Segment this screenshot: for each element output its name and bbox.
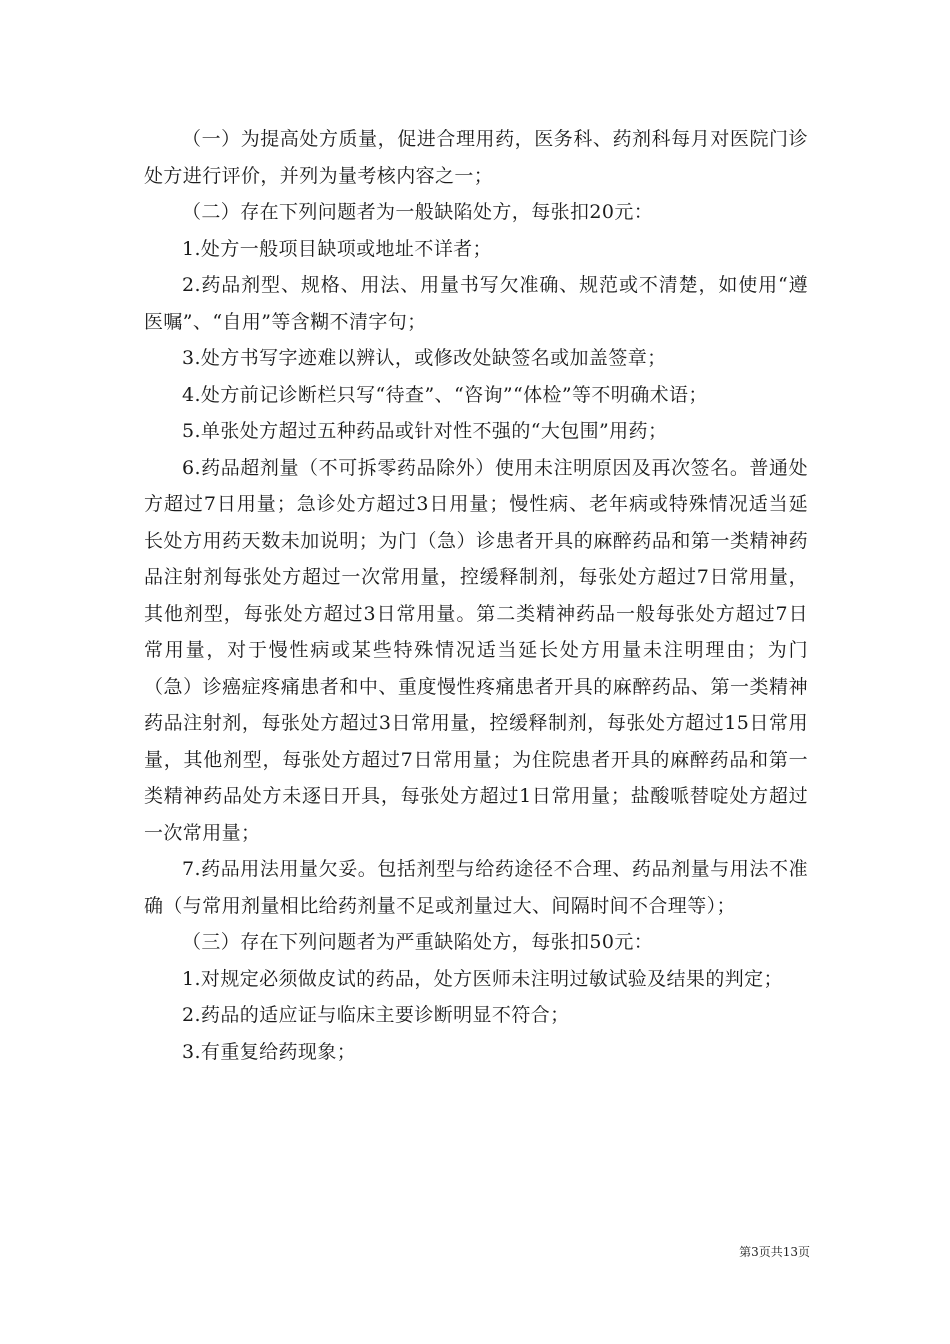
- paragraph-item-2-7: 7.药品用法用量欠妥。包括剂型与给药途径不合理、药品剂量与用法不准确（与常用剂量相比给药剂量不足或剂量过大、间隔时间不合理等）；: [144, 858, 808, 917]
- paragraph-item-3-3: 3.有重复给药现象；: [182, 1040, 357, 1063]
- page-number-footer: 第3页共13页: [739, 1245, 810, 1259]
- paragraph-item-2-1: 1.处方一般项目缺项或地址不详者；: [182, 237, 492, 260]
- paragraph-item-2-5: 5.单张处方超过五种药品或针对性不强的“大包围”用药；: [182, 420, 668, 442]
- document-body: [144, 121, 808, 1070]
- paragraph-item-2-2: 2.药品剂型、规格、用法、用量书写欠准确、规范或不清楚，如使用“遵医嘱”、“自用”等含糊不清字句；: [144, 274, 808, 333]
- paragraph-section-1: （一）为提高处方质量，促进合理用药，医务科、药剂科每月对医院门诊处方进行评价，并列为量考核内容之一；: [144, 128, 808, 187]
- paragraph-item-2-4: 4.处方前记诊断栏只写“待查”、“咨询”“体检”等不明确术语；: [182, 383, 708, 406]
- paragraph-item-3-2: 2.药品的适应证与临床主要诊断明显不符合；: [182, 1004, 570, 1026]
- paragraph-item-2-6: 6.药品超剂量（不可拆零药品除外）使用未注明原因及再次签名。普通处方超过7日用量；急诊处方超过3日用量；慢性病、老年病或特殊情况适当延长处方用药天数未加说明；为门（急）诊患者开具的麻醉药品和第一类精神药品注射剂每张处方超过一次常用量，控缓释制剂，每张处方超过7日常用量，其他剂型，每张处方超过3日常用量。第二类精神药品一般每张处方超过7日常用量，对于慢性病或某些特殊情况适当延长处方用量未注明理由；为门（急）诊癌症疼痛患者和中、重度慢性疼痛患者开具的麻醉药品、第一类精神药品注射剂，每张处方超过3日常用量，控缓释制剂，每张处方超过15日常用量，其他剂型，每张处方超过7日常用量；为住院患者开具的麻醉药品和第一类精神药品处方未逐日开具，每张处方超过1日常用量；盐酸哌替啶处方超过一次常用量；: [144, 456, 808, 844]
- paragraph-section-3: （三）存在下列问题者为严重缺陷处方，每张扣50元：: [182, 931, 654, 953]
- paragraph-item-2-3: 3.处方书写字迹难以辨认，或修改处缺签名或加盖签章；: [182, 347, 667, 369]
- paragraph-item-3-1: 1.对规定必须做皮试的药品，处方医师未注明过敏试验及结果的判定；: [182, 967, 783, 990]
- paragraph-section-2: （二）存在下列问题者为一般缺陷处方，每张扣20元：: [182, 201, 654, 223]
